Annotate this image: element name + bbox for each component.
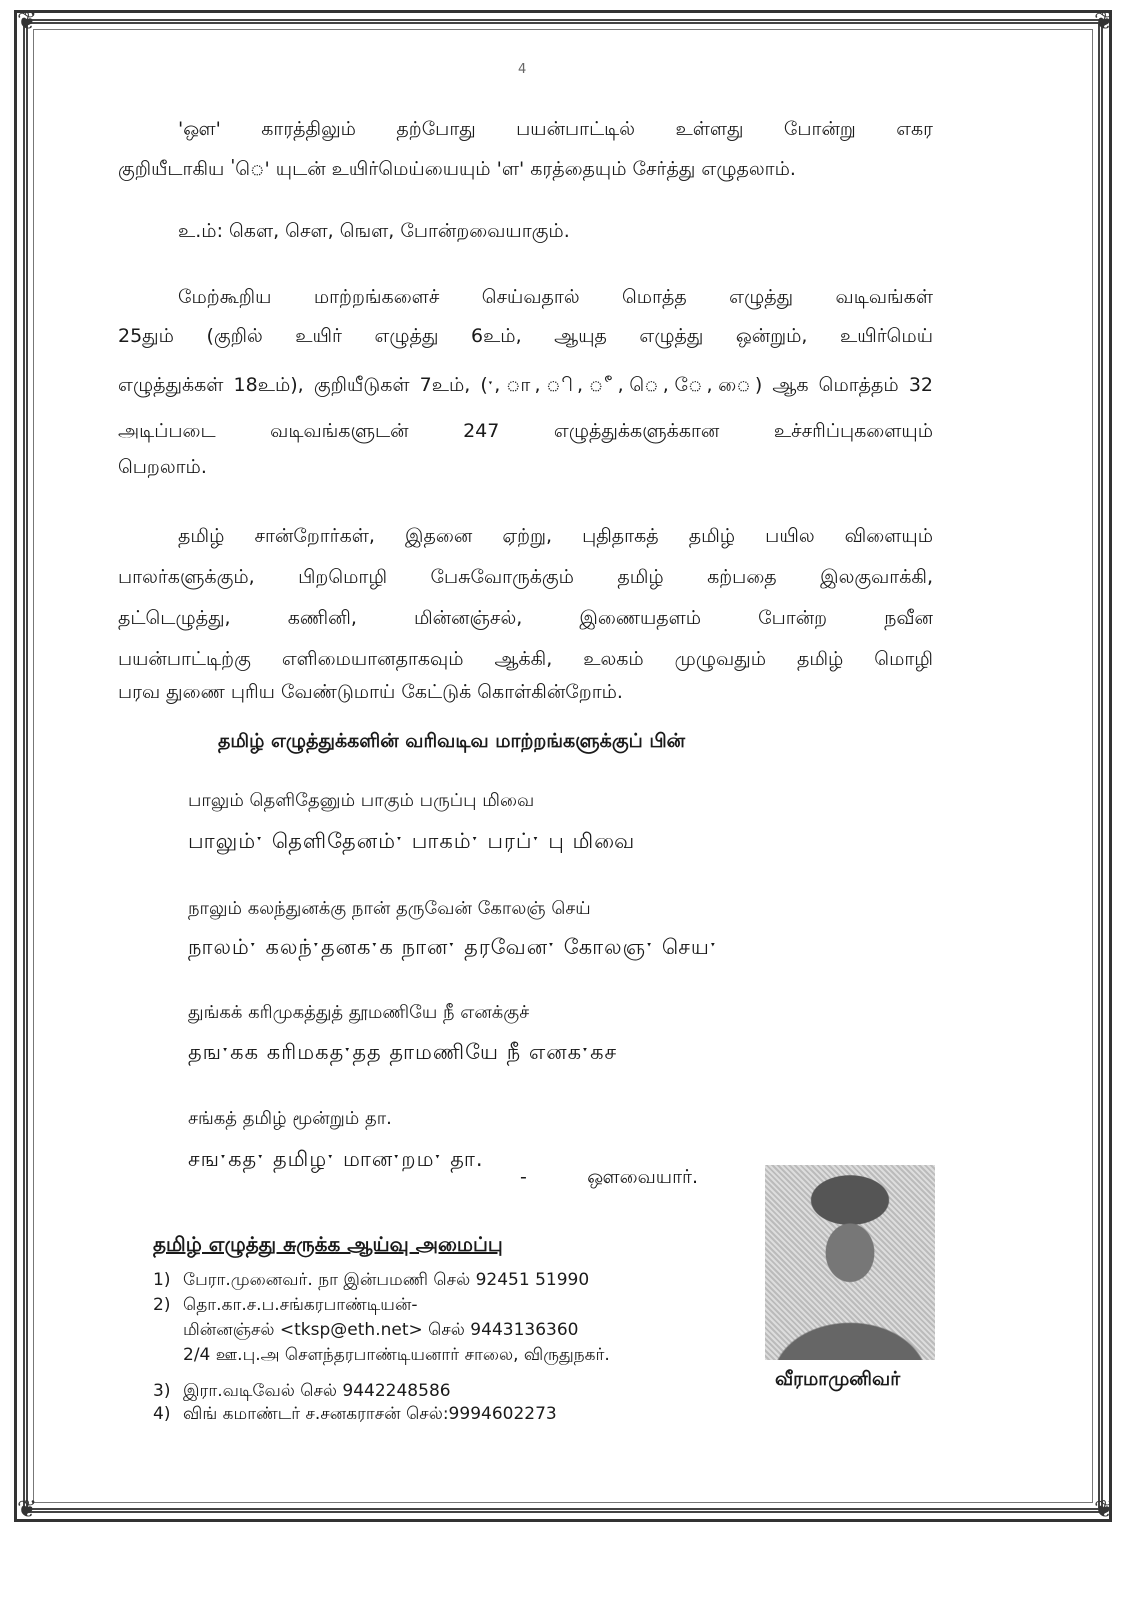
paragraph-line: தமிழ் சான்றோர்கள், இதனை ஏற்று, புதிதாகத் தமிழ் பயில விளையும்: [178, 525, 933, 547]
poem-reformed: பாலும்ˑ தெளிதேனம்ˑ பாகம்ˑ பரப்ˑ பு மிவை: [188, 829, 636, 853]
portrait-image: [765, 1165, 935, 1360]
paragraph-line: மேற்கூறிய மாற்றங்களைச் செய்வதால் மொத்த எழுத்து வடிவங்கள்: [178, 286, 933, 308]
example-line: உ.ம்: கௌ, சௌ, ஙௌ, போன்றவையாகும்.: [178, 220, 570, 242]
paragraph-line: பெறலாம்.: [118, 456, 207, 478]
corner-ornament-icon: ❦: [16, 7, 38, 35]
poem-reformed: தஙˑகக கரிமகதˑதத தாமணியே நீ எனகˑகச: [188, 1040, 618, 1064]
committee-title: தமிழ் எழுத்து சுருக்க ஆய்வு அமைப்பு: [153, 1232, 503, 1256]
member-number: 3): [153, 1381, 171, 1401]
poem-original: பாலும் தெளிதேனும் பாகும் பருப்பு மிவை: [188, 790, 535, 811]
member-line: தொ.கா.ச.ப.சங்கரபாண்டியன்-: [183, 1295, 418, 1315]
corner-ornament-icon: ❦: [16, 1495, 38, 1523]
member-line: விங் கமாண்டர் ச.சனகராசன் செல்:9994602273: [183, 1404, 557, 1424]
member-line: மின்னஞ்சல் <tksp@eth.net> செல் 9443136360: [183, 1320, 579, 1340]
paragraph-line: எழுத்துக்கள் 18உம்), குறியீடுகள் 7உம், (ˑ, ா, ி, ீ, ெ, ே, ை) ஆக மொத்தம் 32: [118, 374, 933, 396]
paragraph-line: 'ஔ' காரத்திலும் தற்போது பயன்பாட்டில் உள்ளது போன்று எகர: [178, 118, 933, 140]
poem-original: நாலும் கலந்துனக்கு நான் தருவேன் கோலஞ் செய்: [188, 898, 591, 919]
poem-reformed: நாலம்ˑ கலந்ˑதனகˑக நானˑ தரவேனˑ கோலஞˑ செயˑ: [188, 935, 718, 959]
portrait-caption: வீரமாமுனிவர்: [775, 1368, 901, 1390]
paragraph-line: குறியீடாகிய 'ெ' யுடன் உயிர்மெய்யையும் 'ள' கரத்தையும் சேர்த்து எழுதலாம்.: [118, 158, 796, 180]
page-number: 4: [518, 62, 527, 77]
paragraph-line: பாலர்களுக்கும், பிறமொழி பேசுவோருக்கும் தமிழ் கற்பதை இலகுவாக்கி,: [118, 566, 933, 588]
poem-original: சங்கத் தமிழ் மூன்றும் தா.: [188, 1108, 392, 1129]
poem-original: துங்கக் கரிமுகத்துத் தூமணியே நீ எனக்குச்: [188, 1002, 530, 1023]
member-item: [153, 1295, 417, 1317]
paragraph-line: பரவ துணை புரிய வேண்டுமாய் கேட்டுக் கொள்கின்றோம்.: [118, 681, 623, 703]
paragraph-line: தட்டெழுத்து, கணினி, மின்னஞ்சல், இணையதளம் போன்ற நவீன: [118, 607, 933, 629]
member-item: [153, 1270, 589, 1292]
member-line: பேரா.முனைவர். நா இன்பமணி செல் 92451 51990: [183, 1270, 590, 1290]
corner-ornament-icon: ❦: [1093, 7, 1115, 35]
member-number: 2): [153, 1295, 171, 1315]
member-number: 1): [153, 1270, 171, 1290]
poem-attribution: - ஔவையார்.: [520, 1166, 698, 1188]
member-line: 2/4 ஊ.பு.அ சௌந்தரபாண்டியனார் சாலை, விருதுநகர்.: [183, 1345, 610, 1365]
corner-ornament-icon: ❦: [1093, 1495, 1115, 1523]
member-item: [153, 1381, 451, 1403]
member-line: இரா.வடிவேல் செல் 9442248586: [183, 1381, 451, 1401]
poem-reformed: சஙˑகதˑ தமிழˑ மானˑறமˑ தா.: [188, 1147, 484, 1171]
paragraph-line: அடிப்படை வடிவங்களுடன் 247 எழுத்துக்களுக்கான உச்சரிப்புகளையும்: [118, 420, 933, 442]
member-number: 4): [153, 1404, 171, 1424]
paragraph-line: பயன்பாட்டிற்கு எளிமையானதாகவும் ஆக்கி, உலகம் முழுவதும் தமிழ் மொழி: [118, 648, 933, 670]
paragraph-line: 25தும் (குறில் உயிர் எழுத்து 6உம், ஆயுத எழுத்து ஒன்றும், உயிர்மெய்: [118, 325, 933, 347]
section-heading: தமிழ் எழுத்துக்களின் வரிவடிவ மாற்றங்களுக்குப் பின்: [218, 730, 686, 752]
member-item: [153, 1404, 557, 1426]
